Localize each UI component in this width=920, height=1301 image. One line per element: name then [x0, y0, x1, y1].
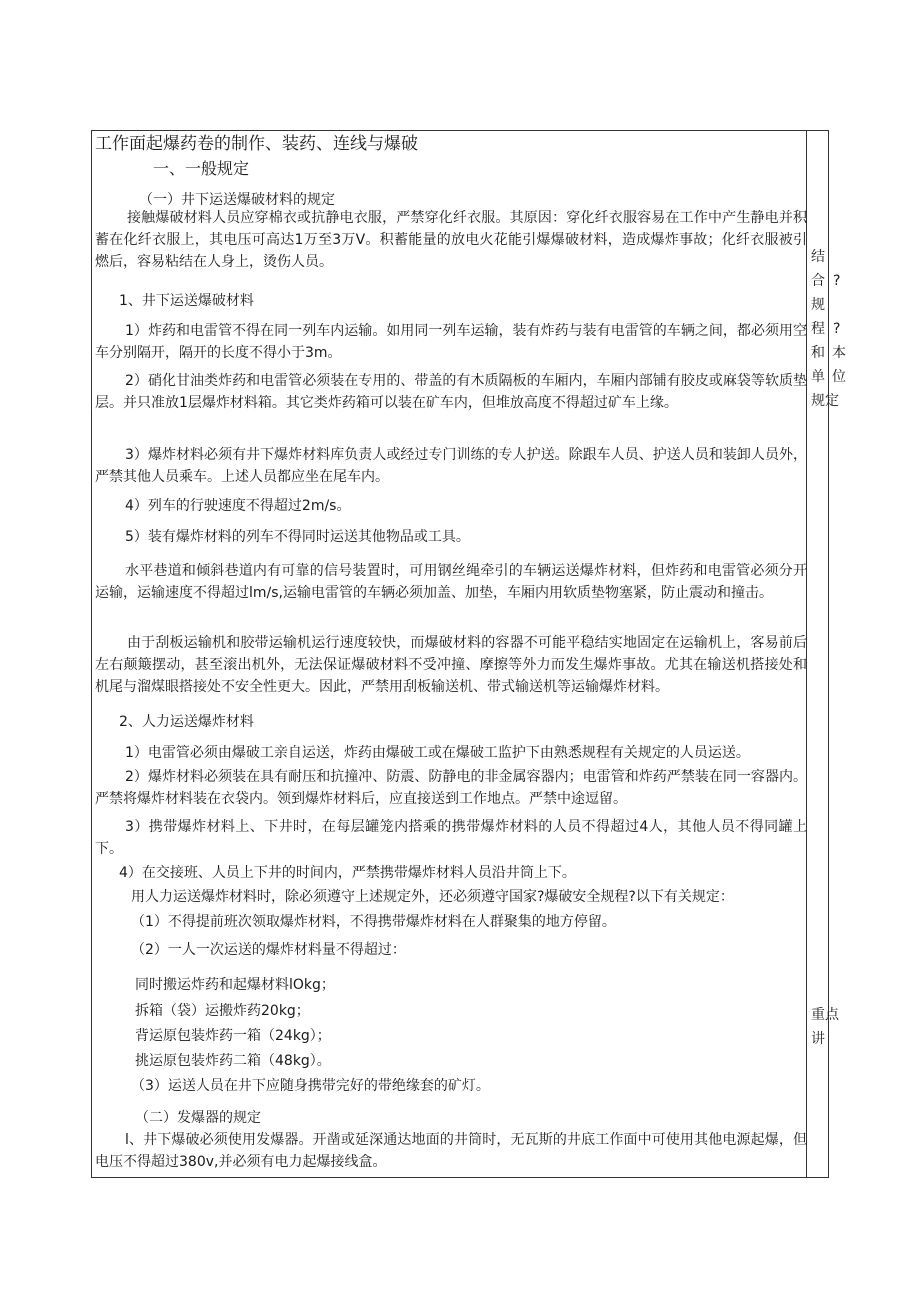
margin-note-char: 规: [811, 297, 825, 313]
margin-note-char: 位: [832, 369, 846, 385]
blaster-paragraph: l、井下爆破必须使用发爆器。开凿或延深通达地面的井筒时，无瓦斯的井底工作面中可使用其他电源起爆，但电压不得超过380v,并必须有电力起爆接线盒。: [95, 1132, 807, 1170]
manual-rule-2: 2）爆炸材料必须装在具有耐压和抗撞冲、防震、防静电的非金属容器内；电雷管和炸药严禁装在同一容器内。严禁将爆炸材料装在衣袋内。领到爆炸材料后，应直接送到工作地点。严禁中途逗留。: [95, 769, 807, 807]
rule-5: 5）装有爆炸材料的列车不得同时运送其他物品或工具。: [125, 529, 470, 545]
intro-paragraph: 接触爆破材料人员应穿棉衣或抗静电衣服，严禁穿化纤衣服。其原因：穿化纤衣服容易在工作中产生静电并积蓄在化纤衣服上，其电压可高达1万至3万V。积蓄能量的放电火花能引爆爆破材料，造成爆炸事故；化纤衣服被引燃后，容易粘结在人身上，烫伤人员。: [95, 210, 807, 270]
horizontal-roadway-paragraph: 水平巷道和倾斜巷道内有可靠的信号装置时，可用钢丝绳牵引的车辆运送爆炸材料，但炸药和电雷管必须分开运输，运输速度不得超过lm∕s,运输电雷管的车辆必须加盖、加垫，车厢内用软质垫物塞紧，防止震动和撞击。: [95, 563, 807, 601]
section-heading: 一、一般规定: [153, 159, 250, 178]
margin-note-char: 和: [811, 345, 825, 361]
quantity-4: 挑运原包装炸药二箱（48kg）。: [135, 1053, 331, 1069]
heading-underground-transport: 1、井下运送爆破材料: [119, 293, 254, 309]
margin-note-char: 单: [811, 369, 825, 385]
quantity-1: 同时搬运炸药和起爆材料lOkg；: [135, 977, 335, 993]
regulation-1: （1）不得提前班次领取爆炸材料，不得携带爆炸材料在人群聚集的地方停留。: [131, 914, 616, 930]
doc-title: 工作面起爆药卷的制作、装药、连线与爆破: [95, 134, 418, 154]
manual-rule-1: 1）电雷管必须由爆破工亲自运送，炸药由爆破工或在爆破工监护下由熟悉规程有关规定的人员运送。: [125, 745, 750, 761]
margin-note-char: 合: [811, 273, 825, 289]
rule-4: 4）列车的行驶速度不得超过2m/s。: [125, 498, 351, 514]
manual-rule-4: 4）在交接班、人员上下井的时间内，严禁携带爆炸材料人员沿井筒上下。: [119, 865, 576, 881]
conveyor-paragraph: 由于刮板运输机和胶带运输机运行速度较快，而爆破材料的容器不可能平稳结实地固定在运输机上，客易前后左右颠簸摆动，甚至滚出机外，无法保证爆破材料不受冲撞、摩擦等外力而发生爆炸事故。尤其在输送机搭接处和机尾与溜煤眼搭接处不安全性更大。因此，严禁用刮板输送机、带式输送机等运输爆炸材料。: [95, 635, 807, 695]
subsection-heading-2: （二）发爆器的规定: [135, 1110, 261, 1126]
margin-note-char: ?: [833, 273, 841, 289]
manual-paragraph: 用人力运送爆炸材料时，除必须遵守上述规定外，还必须遵守国家?爆破安全规程?以下有关规定：: [131, 889, 734, 905]
rule-1: 1）炸药和电雷管不得在同一列车内运输。如用同一列车运输，装有炸药与装有电雷管的车辆之间，都必须用空车分别隔开，隔开的长度不得小于3m。: [95, 323, 807, 361]
margin-note-emphasis: 讲: [811, 1031, 825, 1047]
margin-note-char: ?: [833, 321, 841, 337]
quantity-2: 拆箱（袋）运搬炸药20kg；: [135, 1003, 310, 1019]
heading-manual-transport: 2、人力运送爆炸材料: [119, 714, 254, 730]
quantity-3: 背运原包装炸药一箱（24kg）；: [135, 1028, 331, 1044]
margin-note-emphasis: 重点: [811, 1007, 839, 1023]
margin-note-char: 本: [832, 345, 846, 361]
rule-2: 2）硝化甘油类炸药和电雷管必须装在专用的、带盖的有木质隔板的车厢内，车厢内部铺有胶皮或麻袋等软质垫层。并只准放1层爆炸材料箱。其它类炸药箱可以装在矿车内，但堆放高度不得超过矿车上缘。: [95, 373, 807, 411]
margin-note-char: 结: [811, 249, 825, 265]
rule-3: 3）爆炸材料必须有井下爆炸材料库负责人或经过专门训练的专人护送。除跟车人员、护送人员和装卸人员外，严禁其他人员乘车。上述人员都应坐在尾车内。: [95, 447, 807, 485]
subsection-heading: （一）井下运送爆破材料的规定: [139, 192, 335, 208]
manual-rule-3: 3）携带爆炸材料上、下井时，在每层罐笼内搭乘的携带爆炸材料的人员不得超过4人，其他人员不得同罐上下。: [95, 819, 807, 857]
regulation-2: （2）一人一次运送的爆炸材料量不得超过：: [131, 942, 406, 958]
regulation-3: （3）运送人员在井下应随身携带完好的带绝缘套的矿灯。: [131, 1078, 490, 1094]
margin-note-char: 规定: [811, 393, 839, 409]
margin-note-char: 程: [811, 321, 825, 337]
